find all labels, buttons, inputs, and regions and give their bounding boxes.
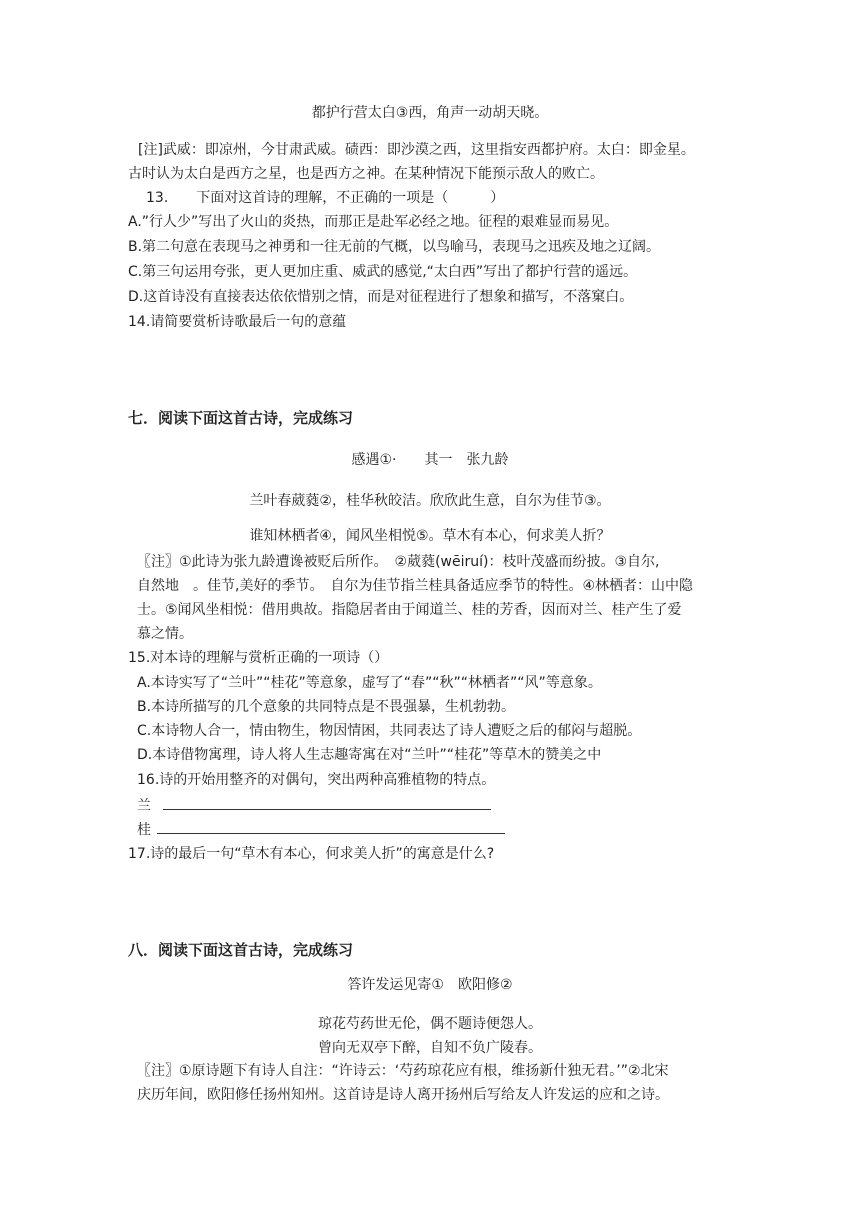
answer-blank[interactable]: [157, 819, 505, 834]
answer-label: 桂: [137, 822, 151, 838]
poem6-last-line: 都护行营太白③西，角声一动胡天晓。: [311, 105, 549, 121]
poem-verse: 兰叶春葳蕤②，桂华秋皎洁。欣欣此生意，自尔为佳节③。: [249, 493, 611, 509]
note-line: 慕之情。: [137, 626, 193, 642]
note-line: 〖注〗①此诗为张九龄遭谗被贬后所作。 ②葳蕤(wēiruí)：枝叶茂盛而纷披。③自尔,: [137, 554, 660, 570]
section-heading: 八．阅读下面这首古诗，完成练习: [128, 941, 354, 959]
note-line: 庆历年间，欧阳修任扬州知州。这首诗是诗人离开扬州后写给友人许发运的应和之诗。: [137, 1087, 669, 1103]
note-line: [注]武威：即凉州，今甘肃武威。碛西：即沙漠之西，这里指安西都护府。太白：即金星。: [138, 142, 695, 158]
question-stem: 13. 下面对这首诗的理解，不正确的一项是（ ）: [146, 190, 505, 206]
option-d: D.本诗借物寓理，诗人将人生志趣寄寓在对“兰叶”“桂花”等草木的赞美之中: [137, 747, 602, 763]
answer-blank[interactable]: [163, 795, 491, 810]
option-a: A.本诗实写了“兰叶”“桂花”等意象，虚写了“春”“秋”“林栖者”“风”等意象。: [137, 675, 602, 691]
question-stem: 15.对本诗的理解与赏析正确的一项诗（）: [128, 650, 389, 666]
answer-row-lan: [137, 795, 491, 816]
poem-verse: 琼花芍药世无伦，偶不题诗便怨人。: [318, 1016, 542, 1032]
option-b: B.本诗所描写的几个意象的共同特点是不畏强暴，生机勃勃。: [137, 699, 516, 715]
question-14: 14.请简要赏析诗歌最后一句的意蕴: [128, 314, 347, 330]
option-c: C.第三句运用夸张，更人更加庄重、威武的感觉,“太白西”写出了都护行营的遥远。: [128, 264, 638, 280]
answer-row-gui: [137, 819, 505, 840]
question-17: 17.诗的最后一句“草木有本心，何求美人折”的寓意是什么?: [128, 846, 495, 862]
note-line: 士。⑤闻风坐相悦：借用典故。指隐居者由于闻道兰、桂的芳香，因而对兰、桂产生了爱: [137, 602, 682, 618]
option-c: C.本诗物人合一，情由物生，物因情困，共同表达了诗人遭贬之后的郁闷与超脱。: [137, 723, 642, 739]
poem-title: 答许发运见寄① 欧阳修②: [347, 977, 513, 993]
note-line: 自然地 。佳节,美好的季节。 自尔为佳节指兰桂具备适应季节的特性。④林栖者：山中隐: [137, 578, 693, 594]
question-stem: 16.诗的开始用整齐的对偶句，突出两种高雅植物的特点。: [137, 772, 496, 788]
section-heading: 七．阅读下面这首古诗，完成练习: [128, 409, 354, 427]
note-line: 古时认为太白是西方之星，也是西方之神。在某种情况下能预示敌人的败亡。: [128, 166, 604, 182]
option-b: B.第二句意在表现马之神勇和一往无前的气概，以鸟喻马，表现马之迅疾及地之辽阔。: [128, 239, 661, 255]
option-a: A.”行人少”写出了火山的炎热，而那正是赴军必经之地。征程的艰难显而易见。: [128, 214, 619, 230]
poem-title: 感遇①· 其一 张九龄: [351, 452, 509, 468]
option-d: D.这首诗没有直接表达依依惜别之情，而是对征程进行了想象和描写，不落窠白。: [128, 289, 634, 305]
note-line: 〖注〗①原诗题下有诗人自注：“许诗云：‘芍药琼花应有根，维扬新什独无君。’”②北宋: [137, 1063, 669, 1079]
poem-verse: 谁知林栖者④，闻风坐相悦⑤。草木有本心，何求美人折？: [249, 528, 611, 544]
poem-verse: 曾向无双亭下醉，自知不负广陵春。: [318, 1040, 542, 1056]
answer-label: 兰: [137, 798, 151, 814]
